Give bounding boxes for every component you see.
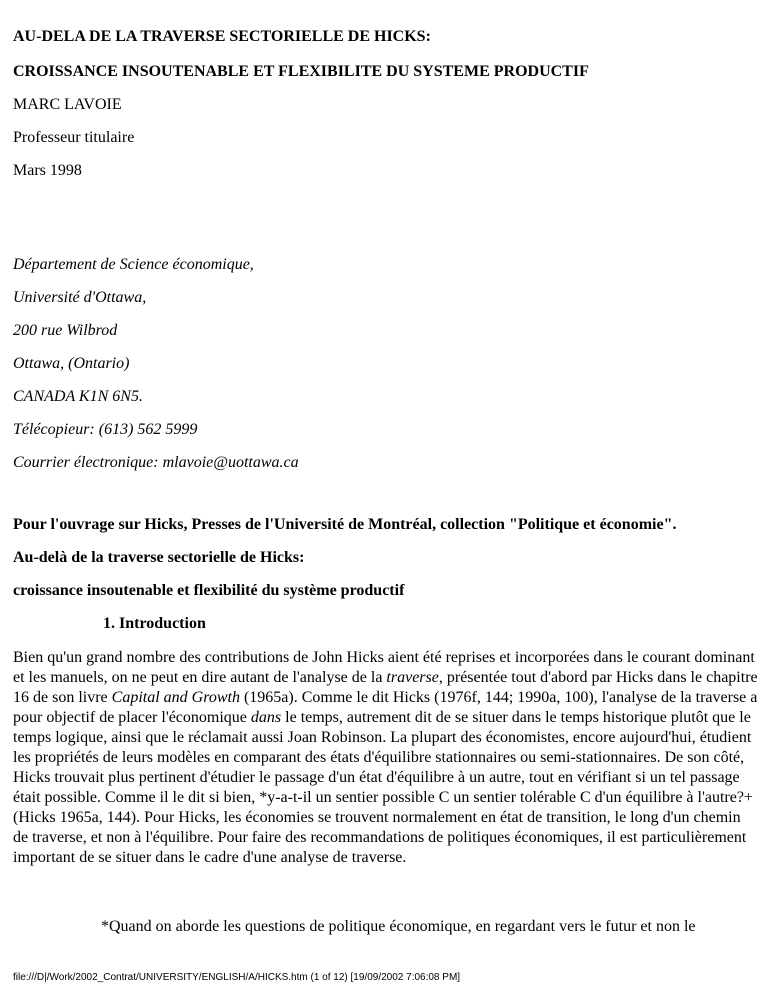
subtitle-line-2: croissance insoutenable et flexibilité du système productif <box>13 582 405 599</box>
browser-print-footer: file:///D|/Work/2002_Contrat/UNIVERSITY/ENGLISH/A/HICKS.htm (1 of 12) [19/09/2002 7:06:08 PM] <box>13 972 461 983</box>
address-email: Courrier électronique: mlavoie@uottawa.ca <box>13 454 299 471</box>
term-traverse: traverse <box>386 669 439 686</box>
term-dans: dans <box>250 709 282 726</box>
publication-note: Pour l'ouvrage sur Hicks, Presses de l'Université de Montréal, collection "Politique et économie". <box>13 516 677 533</box>
paragraph-text-a: Bien qu'un grand nombre des contributions de John Hicks aient été reprises et incorporées dans le courant dominant et les manuels, on ne peut en dire autant de l'analyse de la <box>13 649 755 686</box>
address-street: 200 rue Wilbrod <box>13 322 118 339</box>
book-title: Capital and Growth <box>111 689 240 706</box>
address-city: Ottawa, (Ontario) <box>13 355 130 372</box>
address-department: Département de Science économique, <box>13 256 254 273</box>
address-fax: Télécopieur: (613) 562 5999 <box>13 421 198 438</box>
paragraph-text-b: , présentée tout d'abord par Hicks dans le chapitre 16 de son livre <box>13 669 758 706</box>
section-heading: 1. Introduction <box>103 615 206 632</box>
subtitle-line-1: Au-delà de la traverse sectorielle de Hicks: <box>13 549 305 566</box>
author-name: MARC LAVOIE <box>13 96 122 113</box>
document-date: Mars 1998 <box>13 162 82 179</box>
title-line-1: AU-DELA DE LA TRAVERSE SECTORIELLE DE HICKS: <box>13 28 431 45</box>
address-university: Université d'Ottawa, <box>13 289 147 306</box>
introduction-paragraph <box>13 648 758 868</box>
second-paragraph-start: *Quand on aborde les questions de politique économique, en regardant vers le futur et non le <box>101 918 696 935</box>
paragraph-text-d: le temps, autrement dit de se situer dans le temps historique plutôt que le temps logique, ainsi que le réclamait aussi Joan Robinson. La plupart des économistes, encore aujourd'hui, étudient les propriétés de leurs modèles en comparant des états d'équilibre stationnaires ou semi-stationnaires. De son côté, Hicks trouvait plus pertinent d'étudier le passage d'un état d'équilibre à un autre, tout en vérifiant si un tel passage était possible. Comme il le dit si bien, *y-a-t-il un sentier possible C un sentier tolérable C d'un équilibre à l'autre?+(Hicks 1965a, 144). Pour Hicks, les économies se trouvent normalement en état de transition, le long d'un chemin de traverse, et non à l'équilibre. Pour faire des recommandations de politiques économiques, il est particulièrement important de se situer dans le cadre d'une analyse de traverse. <box>13 709 753 866</box>
address-country: CANADA K1N 6N5. <box>13 388 143 405</box>
author-rank: Professeur titulaire <box>13 129 135 146</box>
title-line-2: CROISSANCE INSOUTENABLE ET FLEXIBILITE DU SYSTEME PRODUCTIF <box>13 63 589 80</box>
paragraph-text-c: (1965a). Comme le dit Hicks (1976f, 144; 1990a, 100), l'analyse de la traverse a pour objectif de placer l'économique <box>13 689 758 726</box>
